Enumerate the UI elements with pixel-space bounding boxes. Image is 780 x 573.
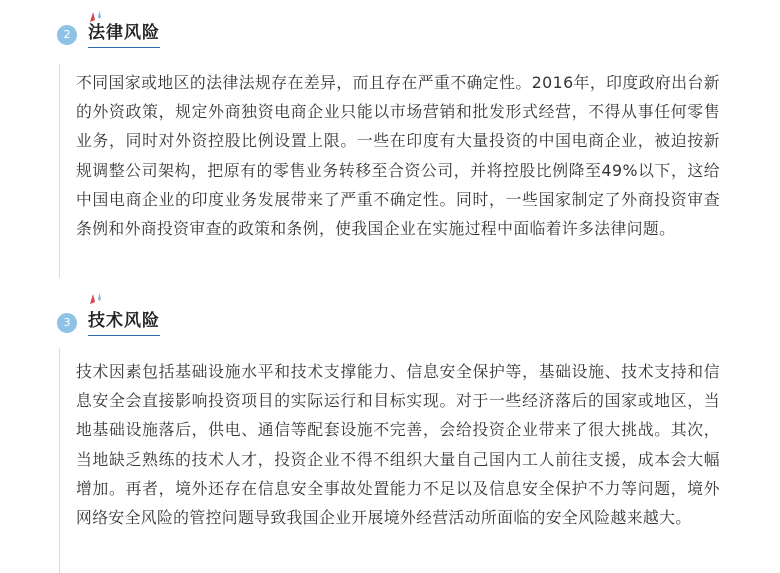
section-title: 技术风险: [88, 310, 160, 336]
section-body: [59, 348, 720, 573]
section-technical-risk: [0, 290, 780, 528]
section-title: 法律风险: [88, 22, 160, 48]
section-body: [59, 64, 720, 278]
section-paragraph: 技术因素包括基础设施水平和技术支撑能力、信息安全保护等，基础设施、技术支持和信息安全会直接影响投资项目的实际运行和目标实现。对于一些经济落后的国家或地区，当地基础设施落后，供电、通信等配套设施不完善，会给投资企业带来了很大挑战。其次，当地缺乏熟练的技术人才，投资企业不得不组织大量自己国内工人前往支援，成本会大幅增加。再者，境外还存在信息安全事故处置能力不足以及信息安全保护不力等问题，境外网络安全风险的管控问题导致我国企业开展境外经营活动所面临的安全风险越来越大。: [76, 362, 720, 528]
section-header: [0, 6, 780, 46]
section-legal-risk: [0, 6, 780, 239]
sparkle-decoration-icon: [84, 290, 104, 308]
section-number-badge: 3: [57, 313, 77, 333]
section-paragraph: 不同国家或地区的法律法规存在差异，而且存在严重不确定性。2016年，印度政府出台新的外资政策，规定外商独资电商企业只能以市场营销和批发形式经营，不得从事任何零售业务，同时对外资控股比例设置上限。一些在印度有大量投资的中国电商企业，被迫按新规调整公司架构，把原有的零售业务转移至合资公司，并将控股比例降至49%以下，这给中国电商企业的印度业务发展带来了严重不确定性。同时，一些国家制定了外商投资审查条例和外商投资审查的政策和条例，使我国企业在实施过程中面临着许多法律问题。: [76, 73, 720, 239]
section-header: [0, 290, 780, 330]
section-number-badge: 2: [57, 25, 77, 45]
